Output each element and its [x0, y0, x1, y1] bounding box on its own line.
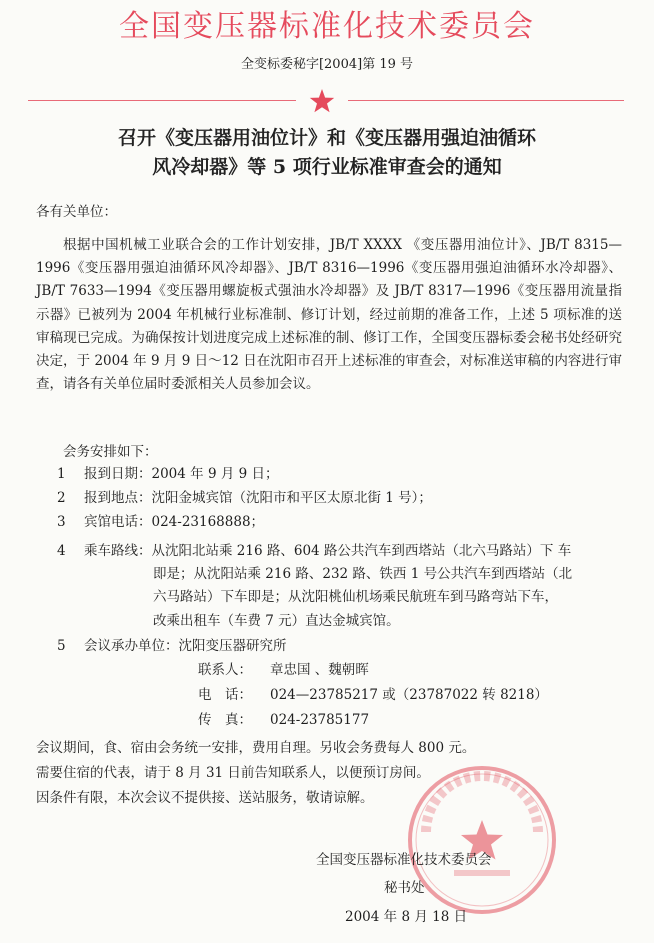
notice-title-line1: 召开《变压器用油位计》和《变压器用强迫油循环	[117, 127, 536, 149]
body-paragraph: 根据中国机械工业联合会的工作计划安排，JB/T XXXX 《变压器用油位计》、JB/T 8315—1996《变压器用强迫油循环风冷却器》、JB/T 8316—1996《变压器用强迫油循环水冷却器》、JB/T 7633—1994《变压器用螺旋板式强油水冷却器》及 JB/T 8317—1996《变压器用流量指示器》已被列为 2004 年机械行业标准制、修订计划，经过前期的准备工作，上述 5 项标准的送审稿现已完成。为确保按计划进度完成上述标准的制、修订工作，全国变压器标委会秘书处经研究决定，于 2004 年 9 月 9 日～12 日在沈阳市召开上述标准的审查会，对标准送审稿的内容进行审查，请各有关单位届时委派相关人员参加会议。	[36, 237, 622, 393]
org-title: 全国变压器标准化技术委员会	[119, 9, 535, 44]
item-number: 2	[57, 490, 66, 506]
item-number: 3	[57, 514, 66, 530]
item-number: 5	[57, 638, 66, 654]
signature-date: 2004 年 8 月 18 日	[345, 909, 468, 925]
contact-phone	[198, 684, 548, 707]
arrangements-label: 会务安排如下：	[63, 444, 158, 460]
arrangement-item	[57, 511, 627, 534]
item-text: 会议承办单位：沈阳变压器研究所	[84, 638, 287, 654]
contact-person	[198, 659, 369, 682]
item-number: 4	[57, 543, 66, 559]
contact-label: 电 话：	[198, 687, 252, 703]
closing-line: 因条件有限，本次会议不提供接、送站服务，敬请谅解。	[36, 790, 374, 806]
arrangement-item	[57, 463, 627, 486]
arrangement-item	[57, 487, 627, 510]
red-divider-left	[28, 100, 296, 101]
contact-fax	[198, 709, 369, 732]
contact-value: 024—23785217 或（23787022 转 8218）	[270, 687, 548, 703]
official-seal-icon	[404, 762, 560, 918]
contact-label: 联系人：	[198, 662, 252, 678]
item-number: 1	[57, 466, 66, 482]
route-continuation: 改乘出租车（车费 7 元）直达金城宾馆。	[153, 612, 400, 629]
item-text: 宾馆电话：024-23168888；	[84, 514, 265, 530]
doc-number: 全变标委秘字[2004]第 19 号	[240, 57, 414, 72]
route-continuation: 六马路站）下车即是；从沈阳桃仙机场乘民航班车到马路弯站下车，	[153, 589, 558, 606]
arrangement-item-route	[57, 540, 627, 633]
closing-line: 会议期间，食、宿由会务统一安排，费用自理。另收会务费每人 800 元。	[36, 740, 476, 756]
contact-label: 传 真：	[198, 712, 252, 728]
signature-dept: 秘书处	[384, 880, 425, 896]
route-continuation: 即是；从沈阳站乘 216 路、232 路、铁西 1 号公共汽车到西塔站（北	[153, 566, 573, 583]
item-text: 报到日期：2004 年 9 月 9 日；	[84, 466, 279, 482]
salutation: 各有关单位：	[36, 204, 117, 220]
red-divider-right	[348, 100, 624, 101]
item-text: 报到地点：沈阳金城宾馆（沈阳市和平区太原北街 1 号）；	[84, 490, 432, 506]
signature-org: 全国变压器标准化技术委员会	[316, 852, 492, 868]
contact-value: 024-23785177	[270, 712, 370, 728]
arrangement-item	[57, 635, 627, 658]
closing-line: 需要住宿的代表，请于 8 月 31 日前告知联系人，以便预订房间。	[36, 765, 430, 781]
red-star-icon	[309, 88, 335, 114]
notice-title-line2: 风冷却器》等 5 项行业标准审查会的通知	[152, 156, 502, 178]
item-text: 乘车路线：从沈阳北站乘 216 路、604 路公共汽车到西塔站（北六马路站）下 车	[84, 543, 572, 559]
contact-value: 章忠国 、魏朝晖	[270, 662, 369, 678]
